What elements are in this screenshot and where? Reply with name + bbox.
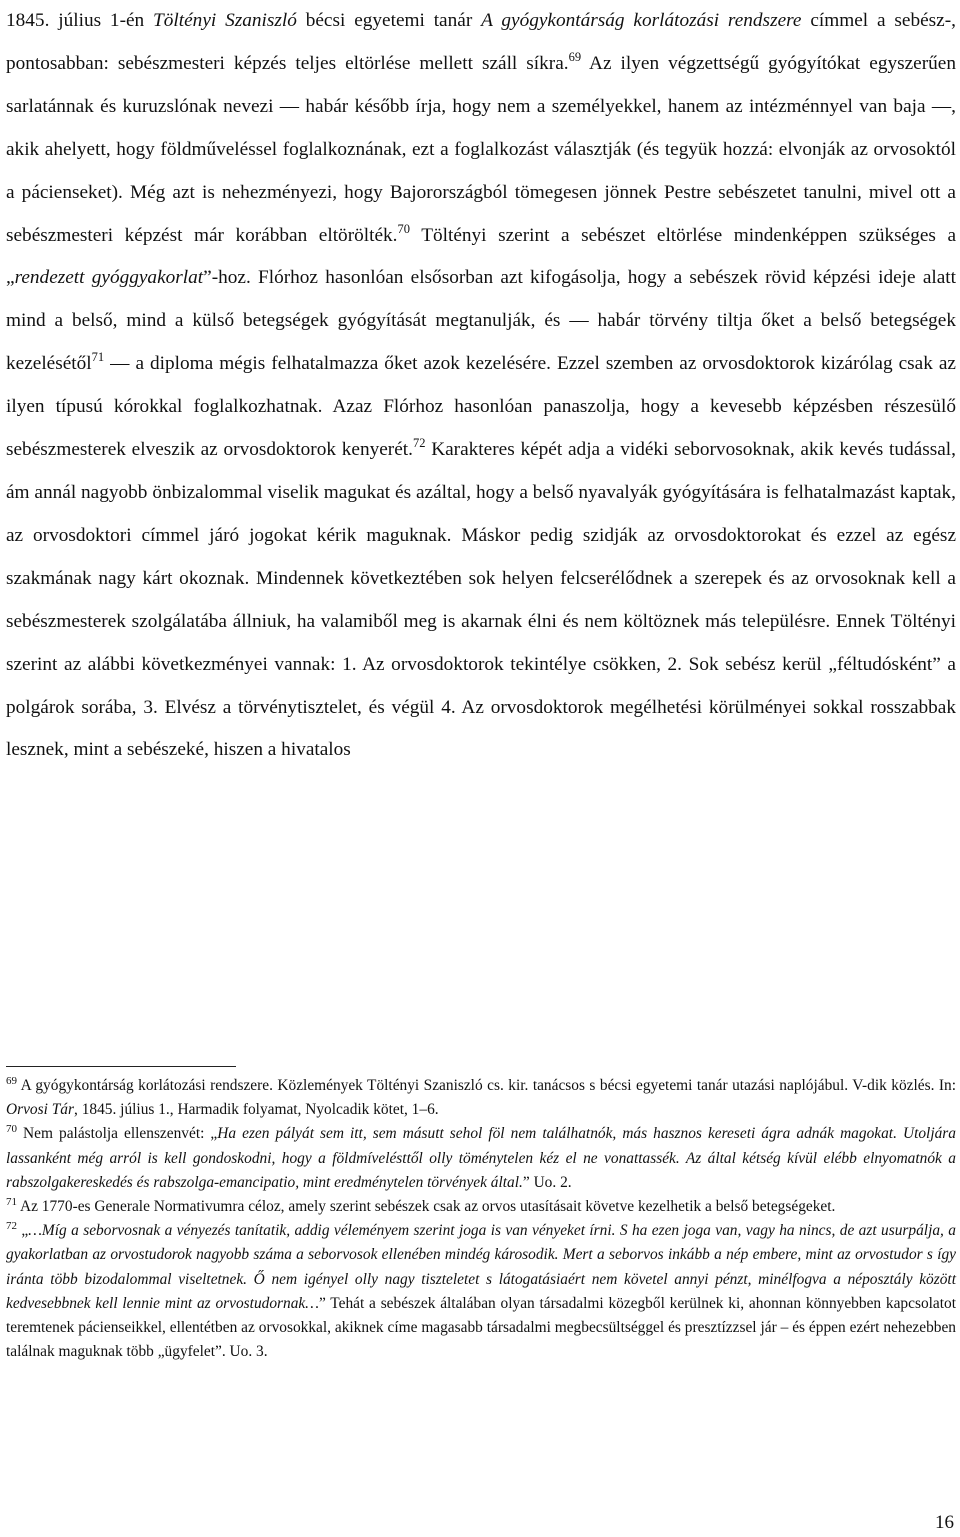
text-run: bécsi egyetemi tanár xyxy=(296,10,482,31)
text-run: — a diploma mégis felhatalmazza őket azok kezelésére. Ezzel szemben az orvosdoktorok kizárólag csak az ilyen típusú kórokkal foglalkozhatnak. Azaz Flórhoz hasonlóan panaszolja, hogy a kevesebb képzésben részesülő sebészmesterek elveszik az orvosdoktorok kenyerét. xyxy=(6,353,956,461)
quoted-term: rendezett gyóggyakorlat xyxy=(14,267,204,289)
footnote-text: ” Tehát a sebészek általában olyan társadalmi közegből kerülnek ki, ahonnan könnyebben kapcsolatot teremtenek pácienseikkel, ellentétben az orvosokkal, akiknek címe magasabb társadalmi megbecsültséggel és presztízzsel jár – és éppen ezért nehezebben találnak maguknak több „ügyfelet”. Uo. 3. xyxy=(6,1294,956,1361)
footnote-ref-70[interactable]: 70 xyxy=(397,221,410,236)
footnote-text: ” Uo. 2. xyxy=(522,1173,572,1191)
journal-title: Orvosi Tár xyxy=(6,1101,74,1119)
footnote-number: 70 xyxy=(6,1123,17,1136)
footnote-text: „ xyxy=(17,1222,29,1240)
text-run: Karakteres képét adja a vidéki seborvosoknak, akik kevés tudással, ám annál nagyobb önbizalommal viselik magukat és azáltal, hogy a belső nyavalyák gyógyítására is felhatalmazást kaptak, az orvosdoktori címmel járó jogokat kérik maguknak. Máskor pedig szidják az orvosdoktorokat és ezzel az egész szakmának nagy kárt okoznak. Mindennek következtében sok helyen felcserélődnek a szerepek és az orvosoknak kell a sebészmesterek szolgálatába állniuk, ha valamiből meg is akarnak élni és nem költöznek más településre. Ennek Töltényi szerint az alábbi következményei vannak: 1. Az orvosdoktorok tekintélye csökken, 2. Sok sebész kerül „féltudósként” a polgárok sorába, 3. Elvész a törvénytisztelet, és végül 4. Az orvosdoktorok megélhetési körülményei sokkal rosszabbak lesznek, mint a sebészeké, hiszen a hivatalos xyxy=(6,439,956,761)
footnote-quote: Ha ezen pályát sem itt, sem másutt sehol föl nem találhatnók, más hasznos kereseti ágra adnák magokat. Utoljára lassanként még arról is kell gondoskodni, hogy a földmívelésttől olly töménytelen kéz el ne vonattassék. Az által kétség kívül elébb elnyomatnók a rabszolgakereskedés és rabszolga-emancipatio, mint eredménytelen törvények által. xyxy=(6,1125,956,1191)
text-run: Töltényi szerint a sebészet eltörlése mindenképpen szükséges a „ xyxy=(6,224,957,289)
footnote-text: Az 1770-es Generale Normativumra céloz, amely szerint sebészek csak az orvos utasításait követve kezelhetik a belső betegségeket. xyxy=(17,1198,836,1216)
footnote-69 xyxy=(6,1074,956,1122)
main-body-text xyxy=(6,0,956,772)
footnote-number: 71 xyxy=(6,1196,17,1209)
text-run: ”-hoz. Flórhoz hasonlóan elsősorban azt kifogásolja, hogy a sebészek rövid képzési ideje alatt mind a belső, mind a külső betegségek gyógyítását megtanulják, és — habár törvény tiltja őket a belső betegségek kezelésétől xyxy=(6,267,957,375)
footnote-ref-71[interactable]: 71 xyxy=(91,350,105,365)
page-number: 16 xyxy=(935,1512,954,1533)
footnote-72 xyxy=(6,1219,956,1364)
footnote-number: 69 xyxy=(6,1075,17,1087)
footnote-ref-72[interactable]: 72 xyxy=(412,436,426,451)
text-run: címmel a sebész-, pontosabban: sebészmesteri képzés teljes eltörlése mellett száll síkra. xyxy=(6,10,956,74)
text-run: Az ilyen végzettségű gyógyítókat egyszerűen sarlatánnak és kuruzslónak nevezi — habár később írja, hogy nem a személyekkel, hanem az intézménnyel van baja —, akik ahelyett, hogy földműveléssel foglalkoznának, ezt a foglalkozást választják (és tegyük hozzá: elvonják az orvosoktól a pácienseket). Még azt is nehezményezi, hogy Bajorországból tömegesen jönnek Pestre sebészetet tanulni, mivel ott a sebészmesteri képzést már korábban eltörölték. xyxy=(6,52,956,246)
text-run: 1845. július 1-én xyxy=(6,10,154,31)
footnote-number: 72 xyxy=(6,1220,17,1233)
footnote-text: A gyógykontárság korlátozási rendszere. Közlemények Töltényi Szaniszló cs. kir. tanácsos s bécsi egyetemi tanár utazási naplójábul. V-dik közlés. In: xyxy=(17,1077,956,1094)
work-title: A gyógykontárság korlátozási rendszere xyxy=(481,10,802,31)
author-name: Töltényi Szaniszló xyxy=(153,10,297,31)
footnote-quote: …Míg a seborvosnak a vényezés tanítatik, addig véleményem szerint joga is van vényeket írni. S ha ezen joga van, vagy ha nincs, de azt usurpálja, a gyakorlatban az orvostudorok nagyobb száma a seborvosok ellenében mindég károsodik. Mert a seborvos inkább a nép embere, mint az orvostudor s így iránta több bizodalommal viseltetnek. Ő nem igényel olly nagy tiszteletet s látogatásiaért nem követel annyi pénzt, minélfogva a néposztály között kedvesebbnek kell lennie mint az orvostudornak… xyxy=(6,1222,956,1312)
footnotes-section xyxy=(6,1074,956,1364)
footnote-71 xyxy=(6,1195,956,1219)
footnote-text: , 1845. július 1., Harmadik folyamat, Nyolcadik kötet, 1–6. xyxy=(74,1101,439,1119)
footnote-70 xyxy=(6,1122,956,1195)
footnote-ref-69[interactable]: 69 xyxy=(568,49,582,64)
footnote-text: Nem palástolja ellenszenvét: „ xyxy=(17,1125,218,1143)
body-paragraph xyxy=(6,0,956,772)
footnote-separator xyxy=(6,1066,236,1067)
